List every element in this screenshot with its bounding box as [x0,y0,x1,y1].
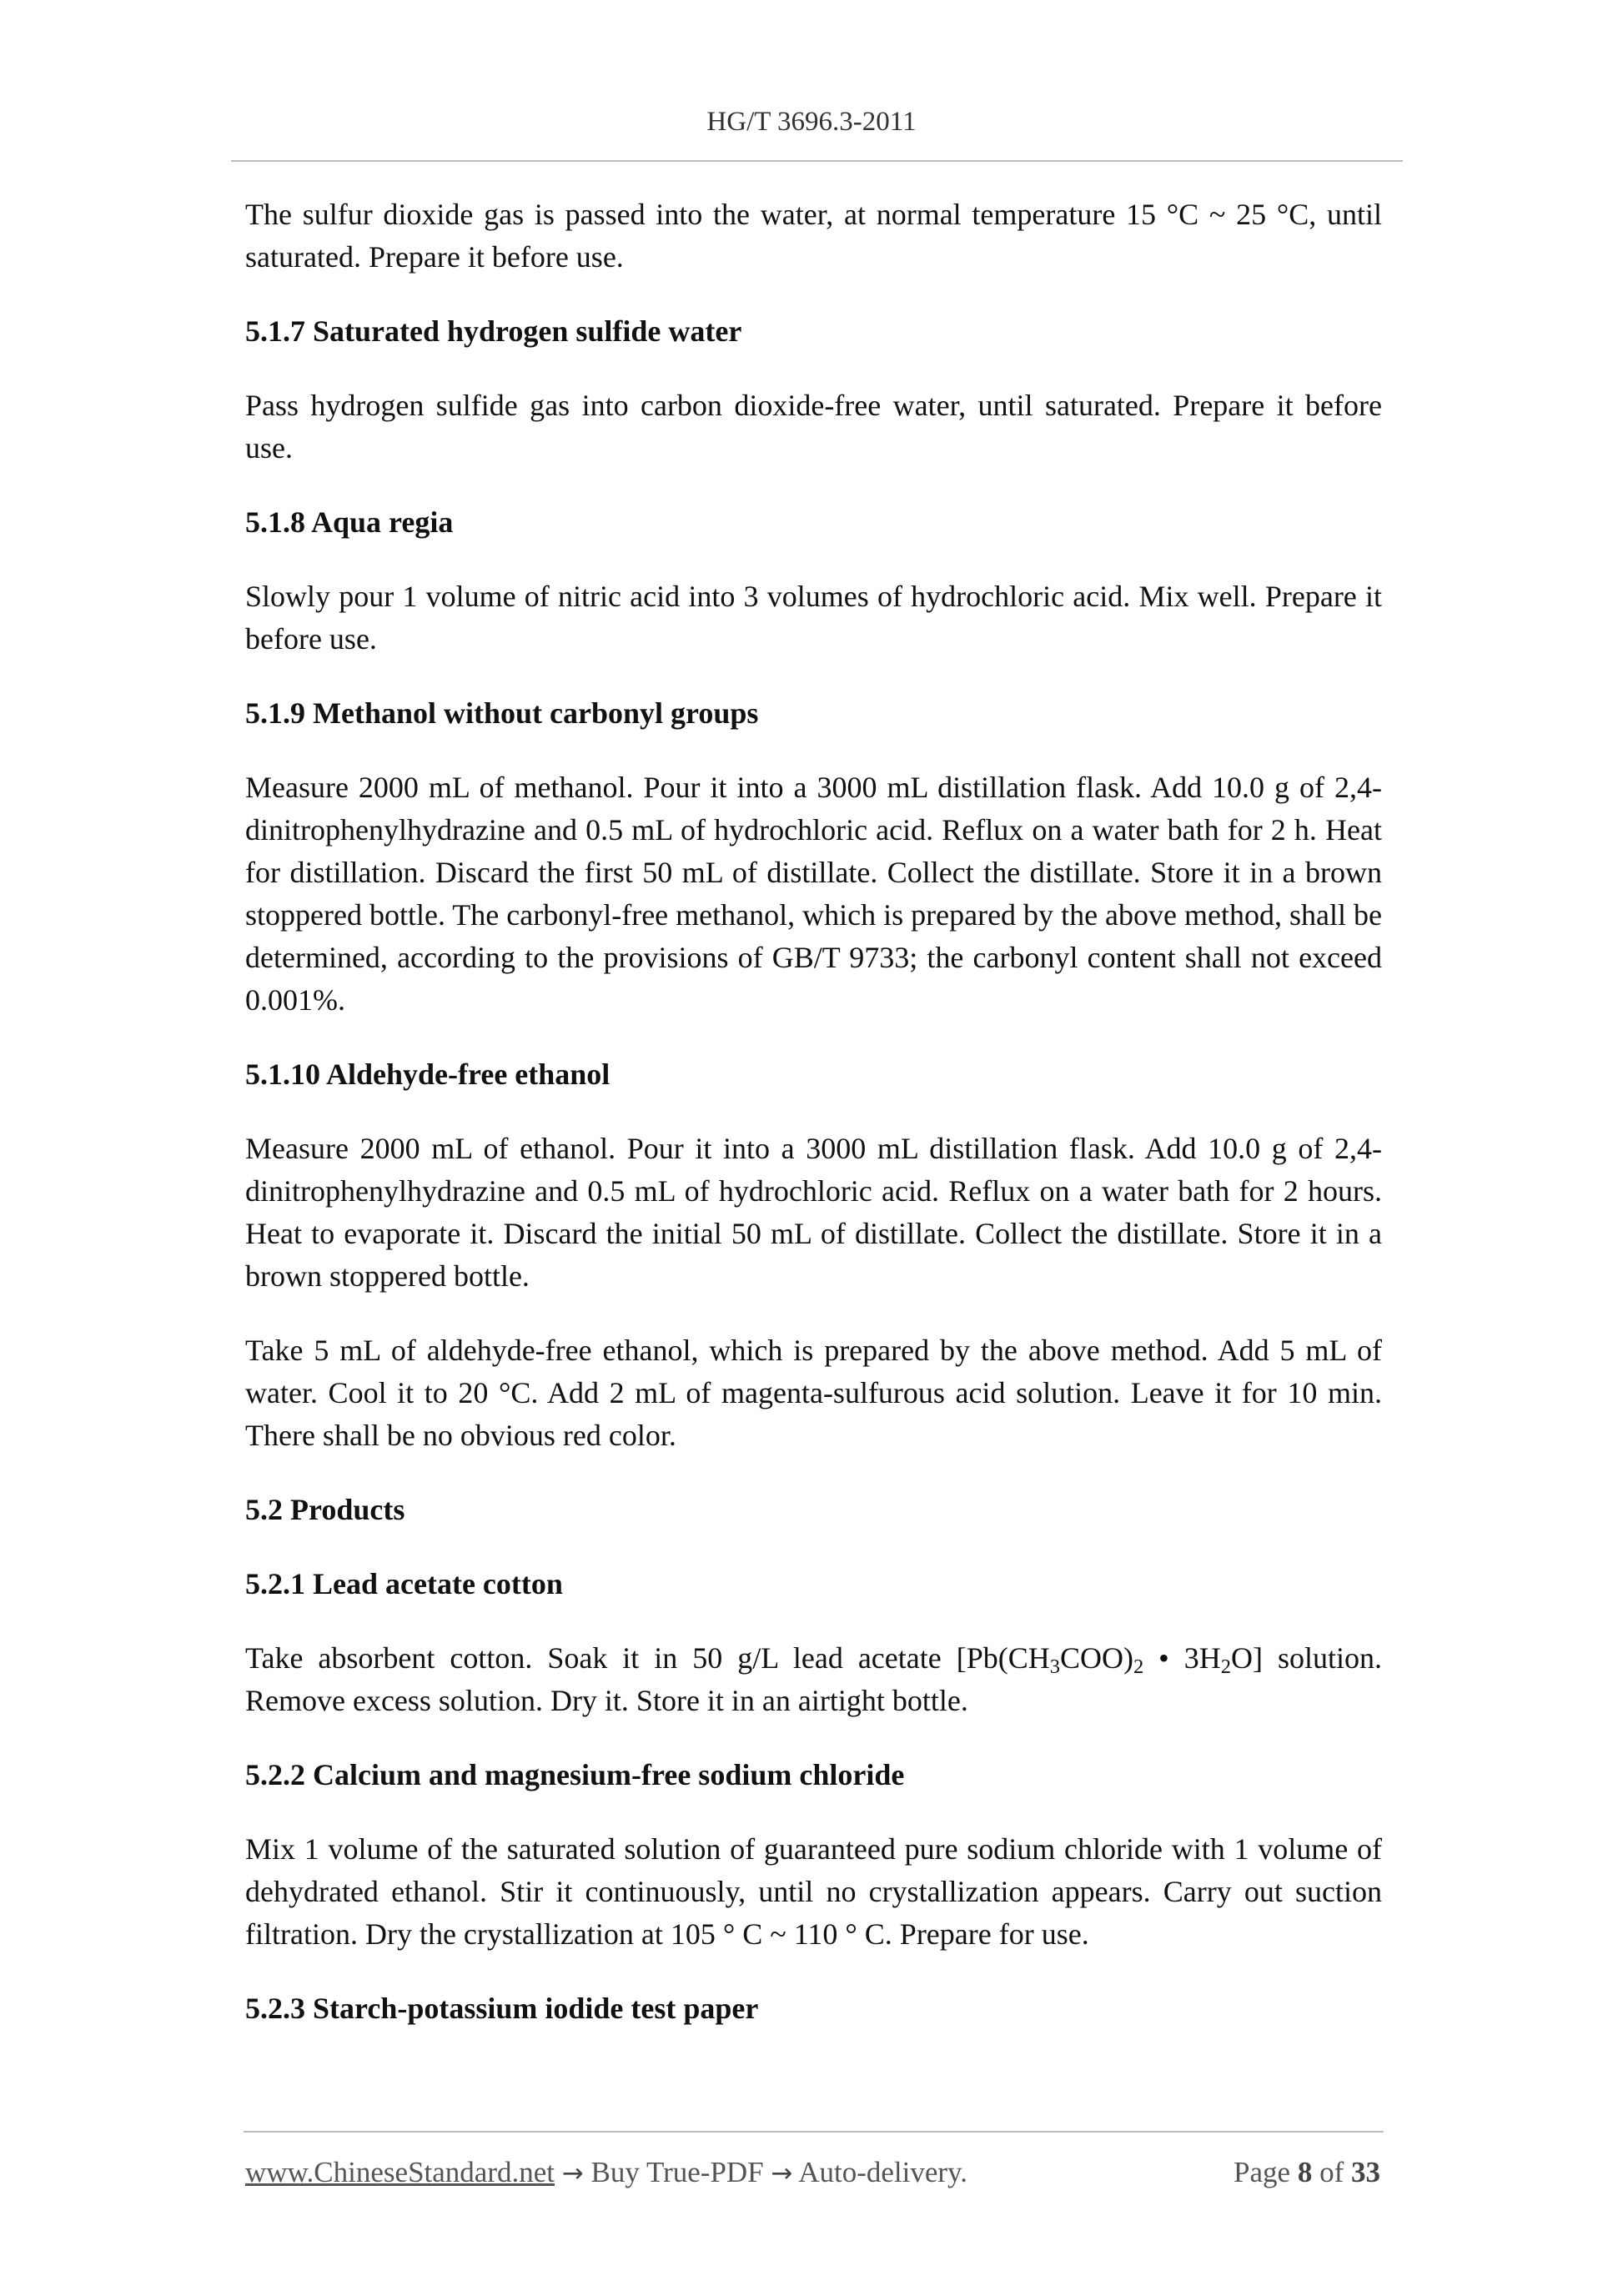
paragraph-5-1-8: Slowly pour 1 volume of nitric acid into 3 volumes of hydrochloric acid. Mix well. Prepare it before use. [245,580,1382,656]
formula-subscript: 2 [1133,1655,1144,1679]
paragraph-5-1-7: Pass hydrogen sulfide gas into carbon dioxide-free water, until saturated. Prepare it before use. [245,389,1382,465]
page-number [1234,2156,1380,2189]
section-heading-5-2-1: 5.2.1 Lead acetate cotton [245,1567,563,1600]
paragraph-5-1-9: Measure 2000 mL of methanol. Pour it into a 3000 mL distillation flask. Add 10.0 g of 2,4-dinitrophenylhydrazine and 0.5 mL of hydrochloric acid. Reflux on a water bath for 2 h. Heat for distillation. Discard the first 50 mL of distillate. Collect the distillate. Store it in a brown stoppered bottle. The carbonyl-free methanol, which is prepared by the above method, shall be determined, according to the provisions of GB/T 9733; the carbonyl content shall not exceed 0.001%. [245,771,1382,1017]
footer-left [245,2156,967,2189]
formula-text-part: COO) [1059,1641,1133,1675]
section-heading-5-2: 5.2 Products [245,1493,405,1526]
buy-true-pdf-text: Buy True-PDF [590,2156,764,2188]
arrow-right-icon: → [561,2158,584,2188]
document-body [245,193,1382,2062]
header-divider [231,160,1403,162]
chinese-standard-link[interactable]: www.ChineseStandard.net [245,2156,555,2188]
section-heading-5-1-8: 5.1.8 Aqua regia [245,505,454,539]
page-footer [245,2156,1380,2189]
section-heading-5-2-2: 5.2.2 Calcium and magnesium-free sodium chloride [245,1758,905,1791]
formula-text-part: • 3H [1143,1641,1221,1675]
formula-text-part: O] solution. Remove excess solution. Dry it. Store it in an airtight bottle. [245,1641,1382,1717]
current-page-number: 8 [1297,2156,1313,2188]
total-pages-number: 33 [1351,2156,1380,2188]
page-label: Page [1234,2156,1291,2188]
arrow-right-icon: → [771,2158,793,2188]
section-heading-5-1-9: 5.1.9 Methanol without carbonyl groups [245,696,759,730]
formula-text-part: Take absorbent cotton. Soak it in 50 g/L lead acetate [Pb(CH [245,1641,1050,1675]
paragraph-5-1-10-test: Take 5 mL of aldehyde-free ethanol, which is prepared by the above method. Add 5 mL of water. Cool it to 20 °C. Add 2 mL of magenta-sulfurous acid solution. Leave it for 10 min. There shall be no obvious red color. [245,1334,1382,1452]
formula-subscript: 3 [1049,1655,1060,1679]
paragraph-sulfur-dioxide-water: The sulfur dioxide gas is passed into the water, at normal temperature 15 °C ~ 25 °C, until saturated. Prepare it before use. [245,198,1382,274]
footer-divider [244,2131,1384,2133]
auto-delivery-text: Auto-delivery. [798,2156,968,2188]
section-heading-5-2-3: 5.2.3 Starch-potassium iodide test paper [245,1992,759,2025]
paragraph-5-2-1 [245,1637,1382,1722]
paragraph-5-2-2: Mix 1 volume of the saturated solution of guaranteed pure sodium chloride with 1 volume of dehydrated ethanol. Stir it continuously, until no crystallization appears. Carry out suction filtration. Dry the crystallization at 105 ° C ~ 110 ° C. Prepare for use. [245,1832,1382,1951]
document-header-title: HG/T 3696.3-2011 [706,107,917,137]
of-label: of [1319,2156,1344,2188]
section-heading-5-1-7: 5.1.7 Saturated hydrogen sulfide water [245,314,742,348]
formula-subscript: 2 [1220,1655,1231,1679]
section-heading-5-1-10: 5.1.10 Aldehyde-free ethanol [245,1058,611,1091]
paragraph-5-1-10-preparation: Measure 2000 mL of ethanol. Pour it into a 3000 mL distillation flask. Add 10.0 g of 2,4-dinitrophenylhydrazine and 0.5 mL of hydrochloric acid. Reflux on a water bath for 2 hours. Heat to evaporate it. Discard the initial 50 mL of distillate. Collect the distillate. Store it in a brown stoppered bottle. [245,1132,1382,1293]
